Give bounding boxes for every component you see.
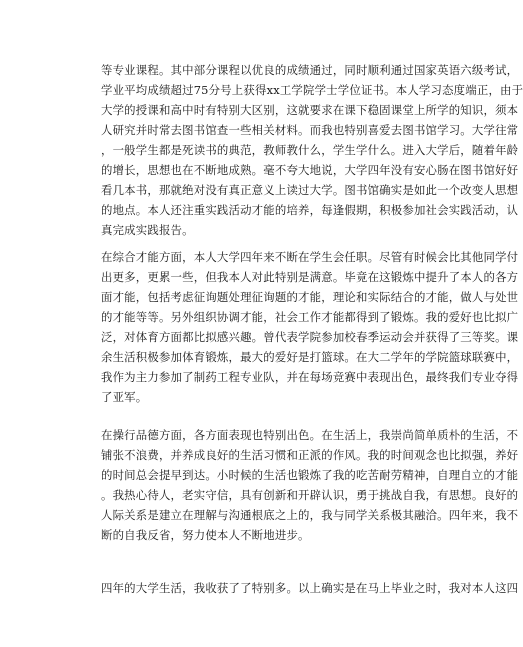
text-line: 等专业课程。其中部分课程以优良的成绩通过，同时顺利通过国家英语六级考试，: [101, 63, 519, 77]
text-line: 。我热心待人，老实守信，具有创新和开辟认识，勇于挑战自我，有思想。良好的: [101, 488, 519, 502]
text-line: 在操行品德方面，各方面表现也特别出色。在生活上，我崇尚简单质朴的生活，不: [101, 428, 519, 442]
text-line: 泛，对体育方面都比拟感兴趣。曾代表学院参加校春季运动会并获得了三等奖。课: [101, 330, 519, 344]
paragraph-academic: [101, 60, 523, 240]
paragraph-character: [101, 425, 519, 545]
text-line: 在综合才能方面，本人大学四年来不断在学生会任职。尽管有时候会比其他同学付: [101, 250, 519, 264]
text-line: 了亚军。: [101, 390, 148, 404]
text-line: 四年的大学生活，我收获了了特别多。以上确实是在马上毕业之时，我对本人这四: [101, 581, 519, 595]
text-line: 出更多，更累一些，但我本人对此特别是满意。毕竟在这锻炼中提升了本人的各方: [101, 270, 519, 284]
text-line: 看几本书，那就绝对没有真正意义上读过大学。图书馆确实是如此一个改变人思想: [101, 183, 519, 197]
text-line: 铺张不浪费，并养成良好的生活习惯和正派的作风。我的时间观念也比拟强，养好: [101, 448, 519, 462]
text-line: 的时间总会提早到达。小时候的生活也锻炼了我的吃苦耐劳精神，自理自立的才能: [101, 468, 519, 482]
text-line: 人研究并时常去图书馆查一些相关材料。而我也特别喜爱去图书馆学习。大学往常: [101, 123, 519, 137]
text-line: 大学的授课和高中时有特别大区别，这就要求在课下稳固课堂上所学的知识，须本: [101, 103, 519, 117]
text-line: 面才能，包括考虑征询题处理征询题的才能，理论和实际结合的才能，做人与处世: [101, 290, 519, 304]
text-line: 人际关系是建立在理解与沟通根底之上的，我与同学关系极其融洽。四年来，我不: [101, 508, 519, 522]
text-line: 断的自我反省，努力使本人不断地进步。: [101, 528, 310, 542]
text-line: 我作为主力参加了制药工程专业队，并在每场竞赛中表现出色，最终我们专业夺得: [101, 370, 519, 384]
text-line: 的地点。本人还注重实践活动才能的培养，每逢假期，积极参加社会实践活动，认: [101, 203, 519, 217]
text-line: 的才能等等。另外组织协调才能，社会工作才能都得到了锻炼。我的爱好也比拟广: [101, 310, 519, 324]
text-line: 余生活积极参加体育锻炼，最大的爱好是打篮球。在大二学年的学院篮球联赛中，: [101, 350, 519, 364]
paragraph-summary: [101, 578, 519, 598]
text-line: 真完成实践报告。: [101, 223, 194, 237]
text-line: 的增长，思想也在不断地成熟。毫不夸大地说，大学四年没有安心肠在图书馆好好: [101, 163, 519, 177]
paragraph-abilities: [101, 247, 519, 407]
text-line: ，一般学生都是死读书的典范，教师教什么，学生学什么。进入大学后，随着年龄: [101, 143, 519, 157]
text-line: 学业平均成绩超过75分号上获得xx工学院学士学位证书。本人学习态度端正，由于: [101, 83, 523, 97]
